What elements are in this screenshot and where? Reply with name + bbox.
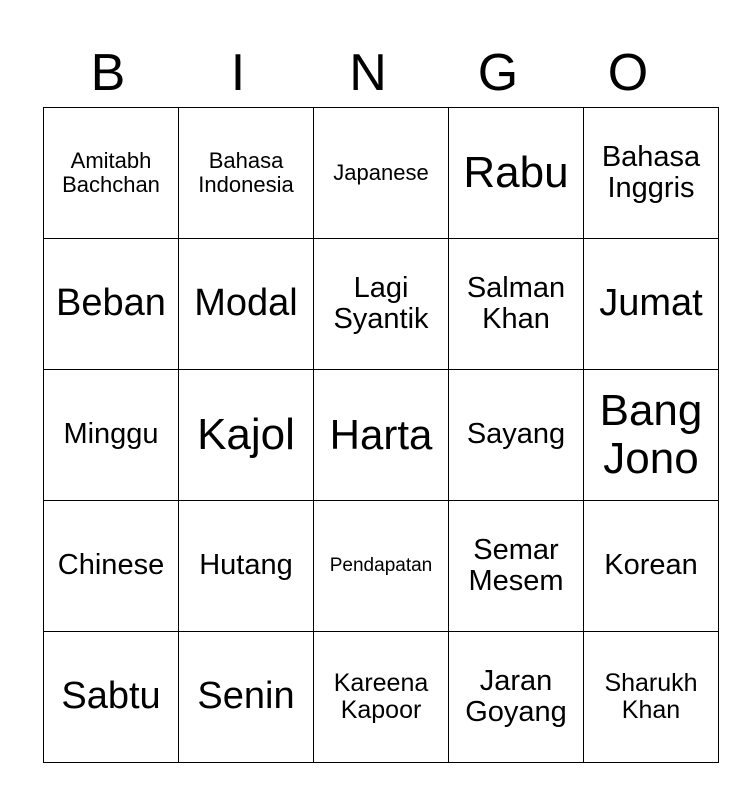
board-row [44,370,719,501]
bingo-cell[interactable]: Korean [584,501,719,632]
bingo-cell[interactable]: Senin [179,632,314,763]
board-row [44,501,719,632]
bingo-cell[interactable]: Chinese [44,501,179,632]
bingo-header [43,40,693,106]
bingo-cell[interactable]: Beban [44,239,179,370]
header-letter-b: B [90,44,126,102]
bingo-cell[interactable]: Kajol [179,370,314,501]
bingo-cell[interactable]: Sabtu [44,632,179,763]
header-letter-n: N [349,44,387,102]
board-row [44,108,719,239]
bingo-cell[interactable]: Sayang [449,370,584,501]
bingo-cell[interactable]: Salman Khan [449,239,584,370]
bingo-cell[interactable]: Sharukh Khan [584,632,719,763]
bingo-cell[interactable]: Hutang [179,501,314,632]
bingo-cell[interactable]: Rabu [449,108,584,239]
bingo-cell[interactable]: Kareena Kapoor [314,632,449,763]
bingo-cell[interactable]: Bahasa Inggris [584,108,719,239]
header-letter-i: I [230,44,246,102]
bingo-cell[interactable]: Harta [314,370,449,501]
bingo-cell[interactable]: Minggu [44,370,179,501]
bingo-cell[interactable]: Pendapatan [314,501,449,632]
bingo-cell[interactable]: Jaran Goyang [449,632,584,763]
bingo-cell[interactable]: Modal [179,239,314,370]
header-letter-g: G [477,44,519,102]
header-letter-o: O [607,44,649,102]
bingo-cell[interactable]: Bahasa Indonesia [179,108,314,239]
bingo-cell[interactable]: Japanese [314,108,449,239]
bingo-cell[interactable]: Jumat [584,239,719,370]
board-row [44,632,719,763]
bingo-board [43,107,719,763]
bingo-cell[interactable]: Bang Jono [584,370,719,501]
bingo-cell[interactable]: Amitabh Bachchan [44,108,179,239]
bingo-cell[interactable]: Lagi Syantik [314,239,449,370]
bingo-cell[interactable]: Semar Mesem [449,501,584,632]
board-row [44,239,719,370]
